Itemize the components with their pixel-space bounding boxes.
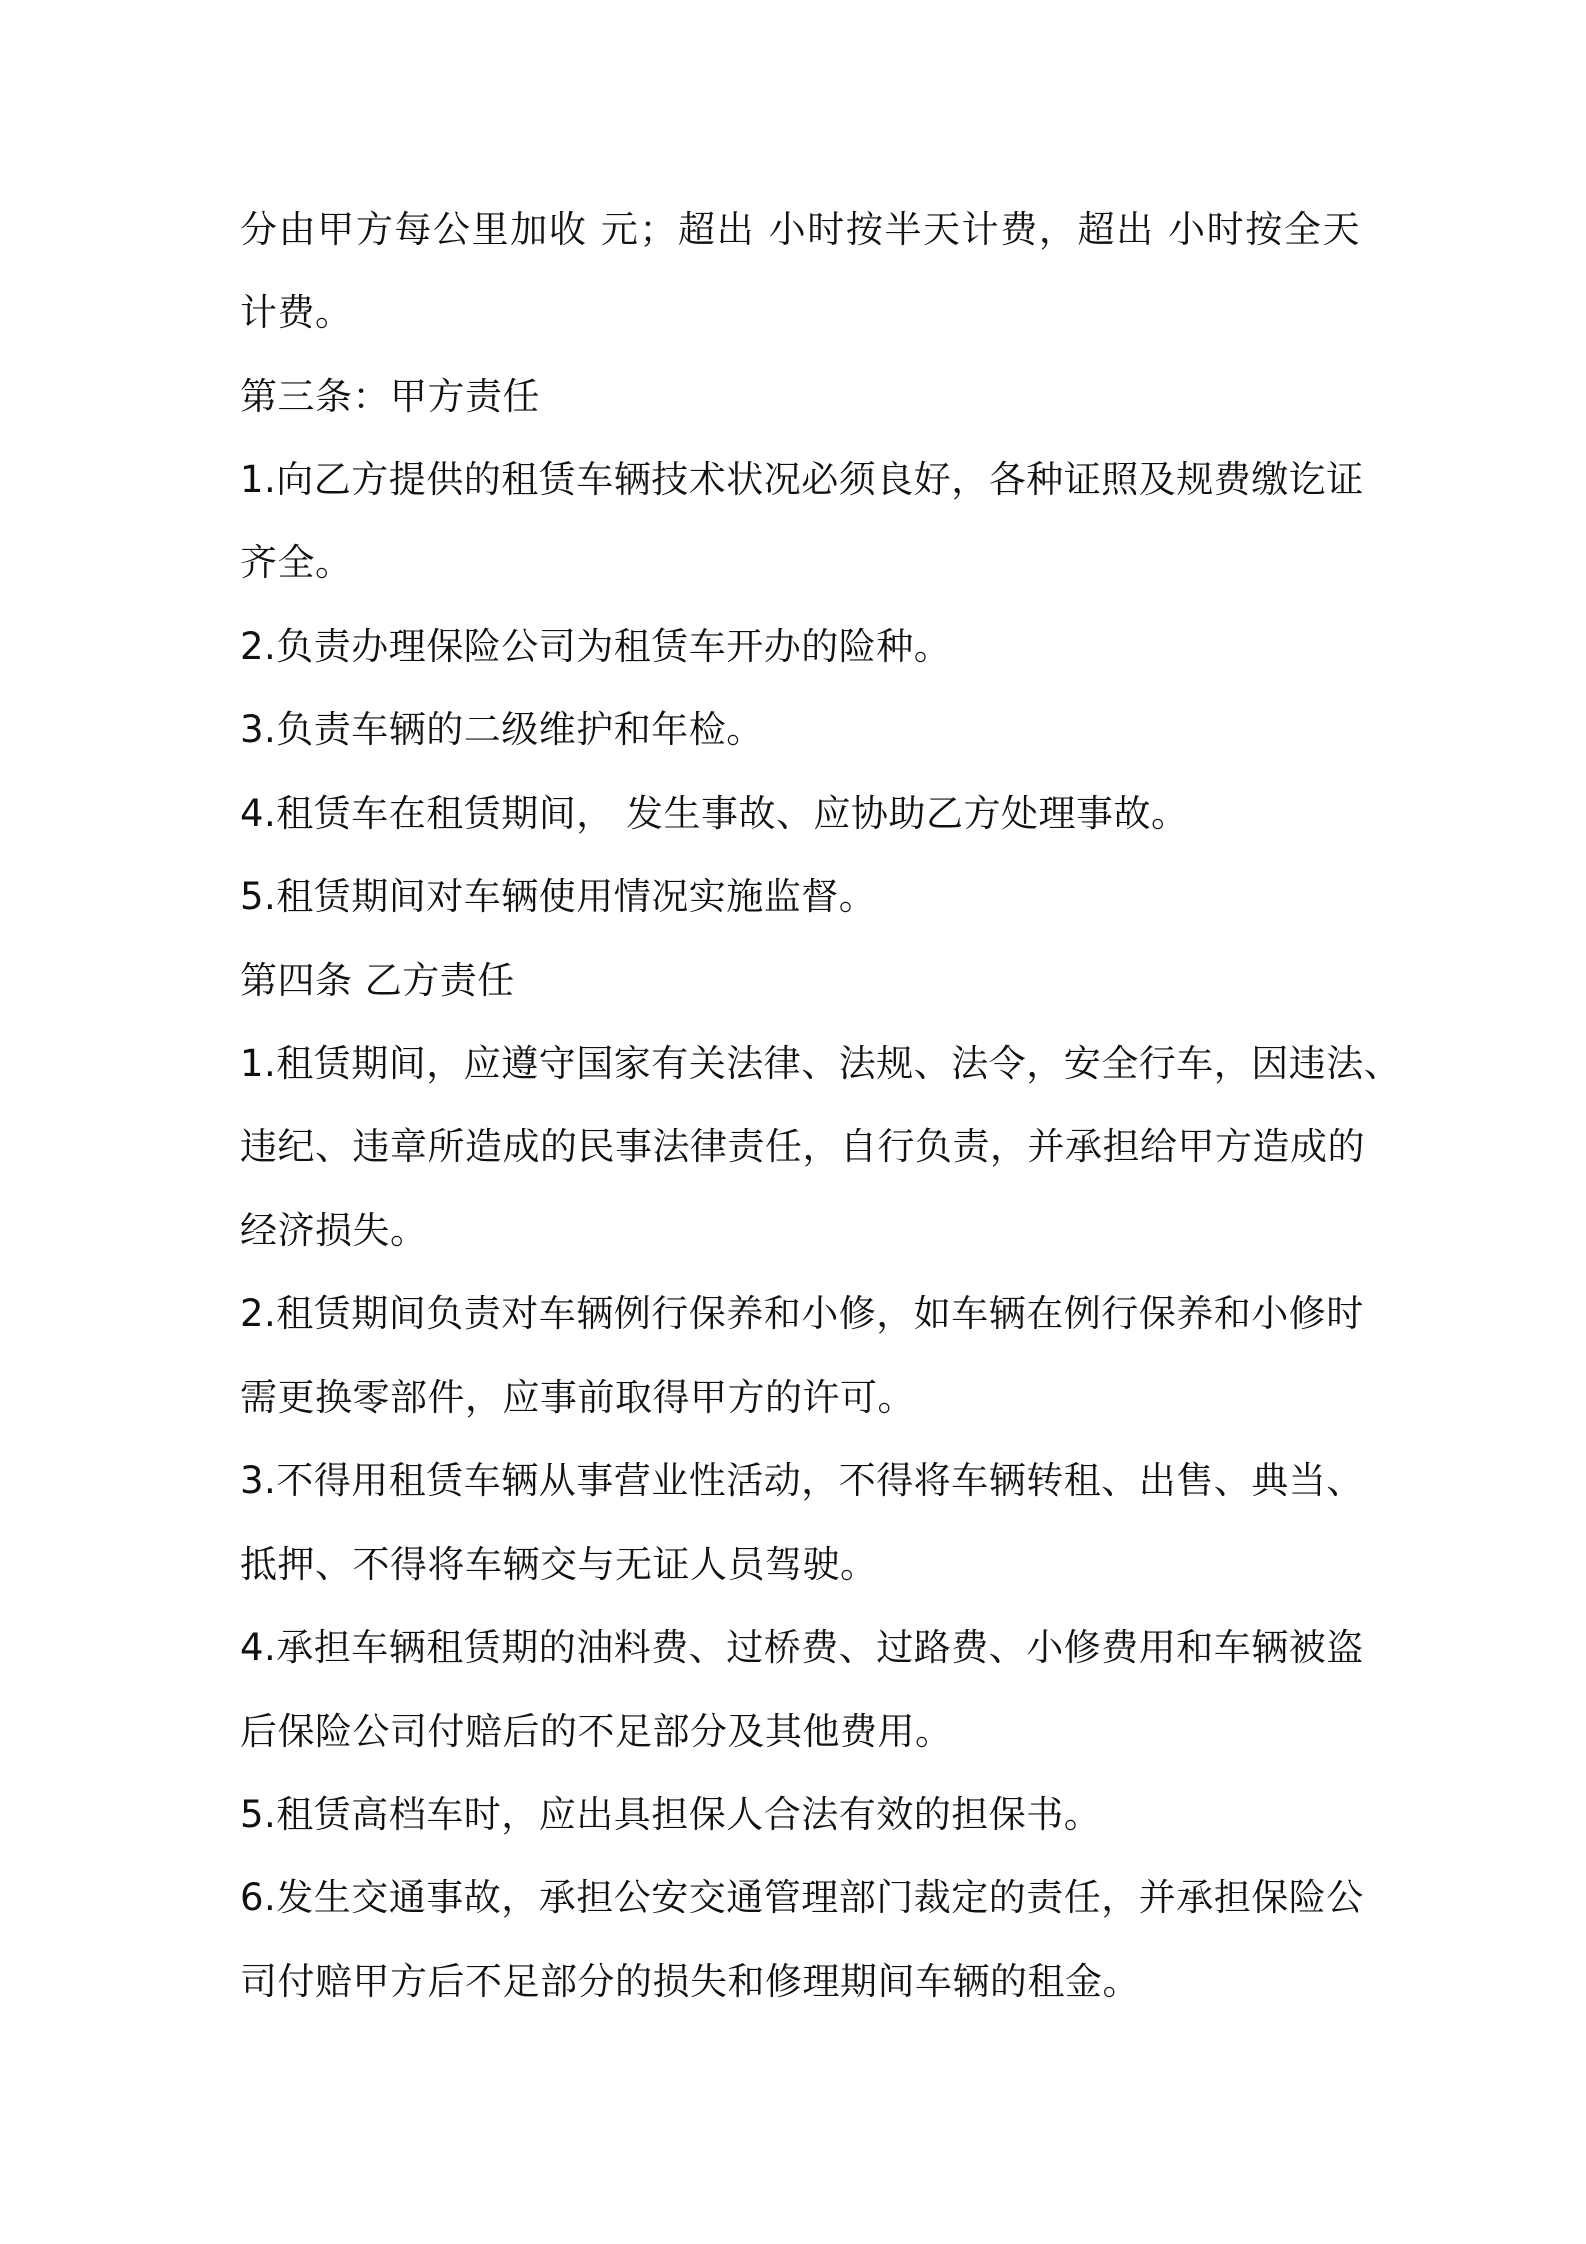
text-line: 1.向乙方提供的租赁车辆技术状况必须良好，各种证照及规费缴讫证 [240, 458, 1364, 501]
text-line: 司付赔甲方后不足部分的损失和修理期间车辆的租金。 [240, 1960, 1140, 2003]
text-line: 3.负责车辆的二级维护和年检。 [240, 708, 764, 751]
section-heading: 第四条 乙方责任 [240, 959, 515, 1002]
text-line: 抵押、不得将车辆交与无证人员驾驶。 [240, 1543, 878, 1586]
text-line: 计费。 [240, 291, 353, 334]
text-line: 经济损失。 [240, 1209, 428, 1252]
text-line: 需更换零部件，应事前取得甲方的许可。 [240, 1376, 915, 1419]
text-line: 5.租赁期间对车辆使用情况实施监督。 [240, 875, 877, 918]
text-line: 4.承担车辆租赁期的油料费、过桥费、过路费、小修费用和车辆被盗 [240, 1626, 1364, 1669]
text-line: 2.负责办理保险公司为租赁车开办的险种。 [240, 625, 952, 668]
text-line: 齐全。 [240, 541, 353, 584]
text-line: 3.不得用租赁车辆从事营业性活动，不得将车辆转租、出售、典当、 [240, 1459, 1364, 1502]
text-line: 违纪、违章所造成的民事法律责任，自行负责，并承担给甲方造成的 [240, 1125, 1365, 1168]
text-line: 4.租赁车在租赁期间， 发生事故、应协助乙方处理事故。 [240, 792, 1189, 835]
text-line: 2.租赁期间负责对车辆例行保养和小修，如车辆在例行保养和小修时 [240, 1292, 1364, 1335]
section-heading: 第三条：甲方责任 [240, 375, 540, 418]
text-line: 5.租赁高档车时，应出具担保人合法有效的担保书。 [240, 1793, 1102, 1836]
text-line: 1.租赁期间，应遵守国家有关法律、法规、法令，安全行车，因违法、 [240, 1042, 1402, 1085]
text-line: 6.发生交通事故，承担公安交通管理部门裁定的责任，并承担保险公 [240, 1876, 1364, 1919]
text-line: 分由甲方每公里加收 元；超出 小时按半天计费，超出 小时按全天 [240, 208, 1360, 251]
text-line: 后保险公司付赔后的不足部分及其他费用。 [240, 1710, 953, 1753]
